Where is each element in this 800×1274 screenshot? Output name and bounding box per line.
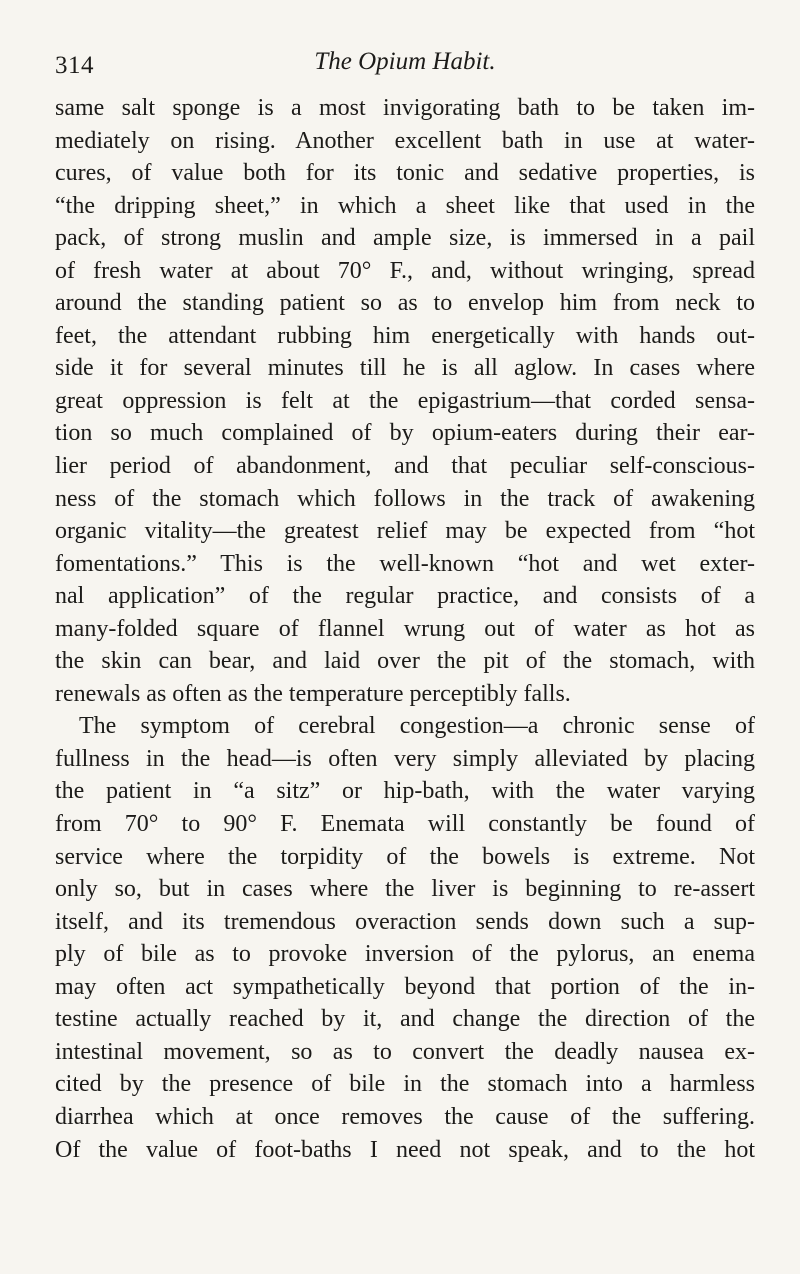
- text-line: Of the value of foot-baths I need not speak, and to the hot: [55, 1136, 755, 1163]
- text-line: ness of the stomach which follows in the track of awakening: [55, 485, 755, 512]
- text-line: side it for several minutes till he is all aglow. In cases where: [55, 355, 755, 382]
- text-line: intestinal movement, so as to convert the deadly nausea ex-: [55, 1038, 755, 1065]
- text-line: tion so much complained of by opium-eaters during their ear-: [55, 420, 755, 447]
- text-line: from 70° to 90° F. Enemata will constantly be found of: [55, 811, 755, 838]
- text-line: the patient in “a sitz” or hip-bath, with the water varying: [55, 778, 755, 805]
- text-line: lier period of abandonment, and that peculiar self-conscious-: [55, 453, 755, 480]
- text-line: feet, the attendant rubbing him energetically with hands out-: [55, 322, 755, 349]
- text-line: “the dripping sheet,” in which a sheet like that used in the: [55, 192, 755, 219]
- running-title: The Opium Habit.: [314, 48, 496, 75]
- text-line: around the standing patient so as to envelop him from neck to: [55, 290, 755, 317]
- text-line: only so, but in cases where the liver is beginning to re-assert: [55, 876, 755, 903]
- text-line: cures, of value both for its tonic and sedative properties, is: [55, 160, 755, 187]
- text-line: pack, of strong muslin and ample size, is immersed in a pail: [55, 225, 755, 252]
- body-text: [55, 92, 755, 1166]
- text-line: may often act sympathetically beyond that portion of the in-: [55, 973, 755, 1000]
- text-line: ply of bile as to provoke inversion of the pylorus, an enema: [55, 941, 755, 968]
- text-line: service where the torpidity of the bowels is extreme. Not: [55, 843, 755, 870]
- text-line: diarrhea which at once removes the cause of the suffering.: [55, 1103, 755, 1130]
- text-line: fomentations.” This is the well-known “hot and wet exter-: [55, 550, 755, 577]
- text-line: fullness in the head—is often very simply alleviated by placing: [55, 745, 755, 772]
- text-line: mediately on rising. Another excellent bath in use at water-: [55, 127, 755, 154]
- text-line: organic vitality—the greatest relief may be expected from “hot: [55, 518, 755, 545]
- text-line: nal application” of the regular practice, and consists of a: [55, 583, 755, 610]
- text-line: great oppression is felt at the epigastrium—that corded sensa-: [55, 387, 755, 414]
- text-line: of fresh water at about 70° F., and, without wringing, spread: [55, 257, 755, 284]
- text-line: same salt sponge is a most invigorating bath to be taken im-: [55, 95, 755, 121]
- text-line: itself, and its tremendous overaction sends down such a sup-: [55, 908, 755, 935]
- text-line: cited by the presence of bile in the stomach into a harmless: [55, 1071, 755, 1098]
- text-line: the skin can bear, and laid over the pit of the stomach, with: [55, 648, 755, 675]
- page-header: [55, 48, 755, 84]
- text-line: many-folded square of flannel wrung out of water as hot as: [55, 615, 755, 642]
- text-line: The symptom of cerebral congestion—a chronic sense of: [79, 713, 755, 740]
- text-line: renewals as often as the temperature perceptibly falls.: [55, 680, 571, 707]
- text-line: testine actually reached by it, and change the direction of the: [55, 1006, 755, 1033]
- page-number: 314: [55, 52, 94, 79]
